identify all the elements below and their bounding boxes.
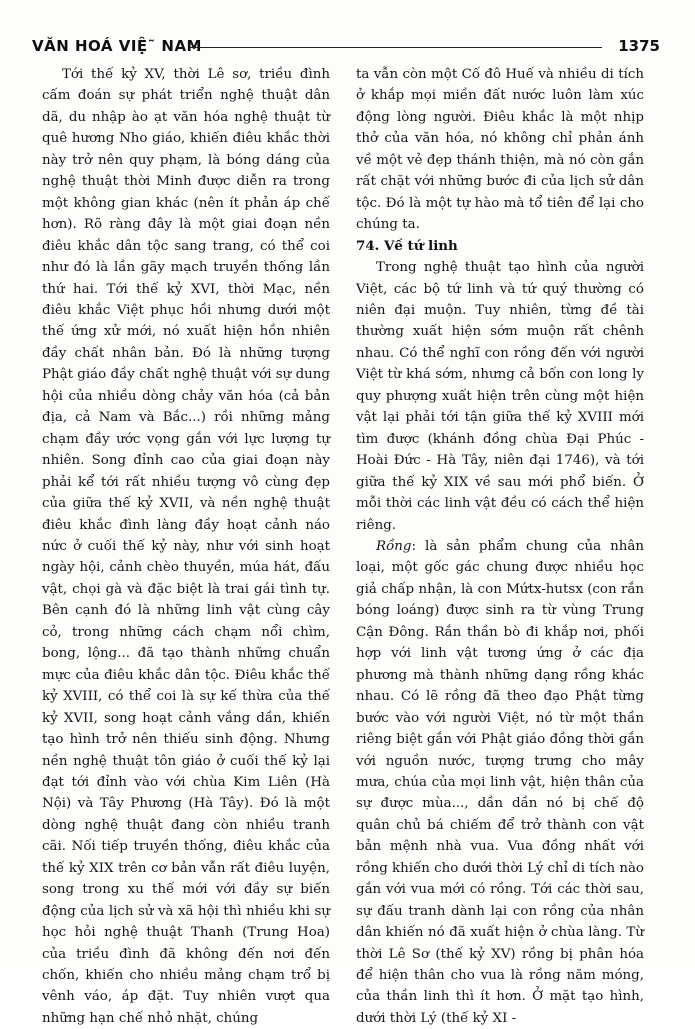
header-rule [190,47,602,48]
left-paragraph: Tới thế kỷ XV, thời Lê sơ, triều đình cấm đoán sự phát triển nghệ thuật dân dã, du nhập ào ạt văn hóa nghệ thuật từ quê hương Nho giáo, khiến điêu khắc thời này trở nên quy phạm, là bóng dáng của nghệ thuật thời Minh được diễn ra trong một không gian khác (nên ít phản áp chế hơn). Rõ ràng đây là một giai đoạn nền điêu khắc dân tộc sang trang, có thể coi như đó là lần gãy mạch truyền thống lần thứ hai. Tới thế kỷ XVI, thời Mạc, nền điêu khắc Việt phục hồi nhưng dưới một thế ứng xử mới, nó xuất hiện hồn nhiên đầy chất nhân bản. Đó là những tượng Phật giáo đầy chất nghệ thuật với sự dung hội của nhiều dòng chảy văn hóa (cả bản địa, cả Nam và Bắc...) rồi những mảng chạm đầy ước vọng gắn với lực lượng tự nhiên. Song đỉnh cao của giai đoạn này phải kể tới rất nhiều tượng vô cùng đẹp của giữa thế kỷ XVII, và nền nghệ thuật điêu khắc đình làng đầy hoạt cảnh náo nức ở cuối thế kỷ này, như với sinh hoạt ngày hội, cảnh chèo thuyền, múa hát, đấu vật, chọi gà và đặc biệt là trai gái tình tự. Bên cạnh đó là những linh vật cùng cây cỏ, trong những cách chạm nổi chìm, bong, lộng... đã tạo thành những chuẩn mực của điêu khắc dân tộc. Điêu khắc thế kỷ XVIII, có thể coi là sự kế thừa của thế kỷ XVII, song hoạt cảnh vắng dần, khiến tạo hình trở nên thiếu sinh động. Nhưng nền nghệ thuật tôn giáo ở cuối thế kỷ lại đạt tới đỉnh vào với chùa Kim Liên (Hà Nội) và Tây Phương (Hà Tây). Đó là một dòng nghệ thuật đang còn nhiều tranh cãi. Nối tiếp truyền thống, điêu khắc của thế kỷ XIX trên cơ bản vẫn rất điêu luyện, song trong xu thế mới với đầy sự biến động của lịch sử và xã hội thì nhiều khi sự học hỏi nghệ thuật Thanh (Trung Hoa) của triều đình đã không đến nơi đến chốn, khiến cho nhiều mảng chạm trổ bị vênh váo, áp đặt. Tuy nhiên vượt qua những hạn chế nhỏ nhặt, chúng [42,67,330,1026]
term-rong: Rồng [376,538,412,554]
right-column [356,64,644,1029]
section-heading: 74. Về tứ linh [356,237,458,254]
running-title: VĂN HOÁ VIỆ˜ NAM [32,37,202,55]
rong-paragraph-text: : là sản phẩm chung của nhân loại, một gốc gác chung được nhiều học giả chấp nhận, là con Mứtx-hutsx (con rắn bóng loáng) được sinh ra từ vùng Trung Cận Đông. Rắn thần bò đi khắp nơi, phối hợp với linh vật tương ứng ở các địa phương mà thành những dạng rồng khác nhau. Có lẽ rồng đã theo đạo Phật từng bước vào với người Việt, nó từ một thần riêng biệt gắn với Phật giáo đồng thời gắn với nguồn nước, tượng trưng cho mây mưa, chúa của mọi linh vật, hiện thân của sự được mùa..., dần dần nó bị chế độ quân chủ bá chiếm để trở thành con vật bản mệnh nhà vua. Vua đồng nhất với rồng khiến cho dưới thời Lý chỉ di tích nào gắn với vua mới có rồng. Tới các thời sau, sự đấu tranh dành lại con rồng của nhân dân khiến nó đã xuất hiện ở chùa làng. Từ thời Lê Sơ (thế kỷ XV) rồng bị phân hóa để hiện thân cho vua là rồng năm móng, của thần linh thì ít hơn. Ở mặt tạo hình, dưới thời Lý (thế kỷ XI - [356,538,644,1026]
tu-linh-paragraph: Trong nghệ thuật tạo hình của người Việt, các bộ tứ linh và tứ quý thường có niên đại muộn. Tuy nhiên, từng đề tài thường xuất hiện sớm muộn rất chênh nhau. Có thể nghĩ con rồng đến với người Việt từ khá sớm, nhưng cả bốn con long ly quy phượng xuất hiện trên cùng một hiện vật lại phải tới tận giữa thế kỷ XVIII mới tìm được (khánh đồng chùa Đại Phúc - Hoài Đức - Hà Tây, niên đại 1746), và tới giữa thế kỷ XIX về sau mới phổ biến. Ở mỗi thời các linh vật đều có cách thể hiện riêng. [356,260,644,533]
rong-paragraph [356,536,644,1029]
left-column [42,64,330,1029]
continued-paragraph: ta vẫn còn một Cố đô Huế và nhiều di tích ở khắp mọi miền đất nước luôn làm xúc động lòng người. Điêu khắc là một nhịp thở của văn hóa, nó không chỉ phản ánh về một vẻ đẹp thánh thiện, mà nó còn gắn rất chặt với những bước đi của lịch sử dân tộc. Đó là một tự hào mà tổ tiên để lại cho chúng ta. [356,67,644,233]
page-header [32,36,660,60]
page-number: 1375 [618,37,660,55]
